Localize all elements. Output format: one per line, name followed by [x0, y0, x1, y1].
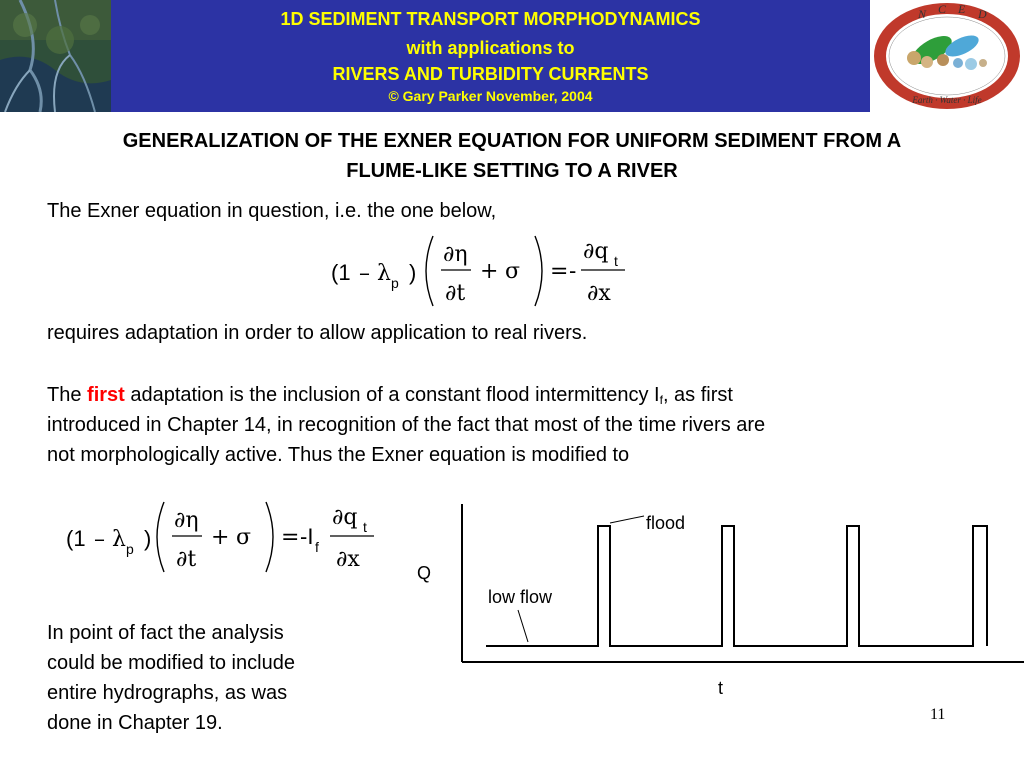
eq1-right-paren — [535, 236, 542, 306]
closing-line1: In point of fact the analysis — [47, 622, 284, 644]
title-band — [111, 0, 870, 112]
eq2-lhs-close: ) — [144, 526, 152, 551]
slide-heading — [10, 126, 1014, 186]
t-axis-label: t — [718, 678, 724, 698]
logo-motto: Earth · Water · Life — [912, 95, 982, 105]
eq1-d-x: ∂x — [587, 281, 611, 306]
eq1-lhs-open: (1 — [331, 260, 351, 285]
adaptation-line1 — [47, 380, 733, 410]
eq1-minus: – — [359, 261, 370, 286]
q-axis-label: Q — [417, 563, 432, 583]
course-subtitle: with applications to — [406, 38, 575, 58]
slide-heading-line1: GENERALIZATION OF THE EXNER EQUATION FOR UNIFORM SEDIMENT FROM A — [122, 130, 902, 152]
nced-logo — [870, 0, 1024, 112]
eq1-plus: + — [480, 259, 499, 284]
nced-logo-emblem — [870, 0, 1024, 112]
closing-line3: entire hydrographs, as was — [47, 682, 288, 704]
modified-exner-equation — [60, 494, 380, 580]
eq1-equals: = — [550, 259, 569, 284]
eq1-d-t: ∂t — [445, 281, 466, 306]
eq2-right-paren — [266, 502, 273, 572]
delta-satellite-image — [0, 0, 111, 112]
flood-pointer-line — [610, 516, 644, 523]
eq2-left-paren — [157, 502, 164, 572]
copyright-notice: © Gary Parker November, 2004 — [388, 88, 593, 104]
eq2-plus: + — [211, 525, 230, 550]
eq1-sigma: σ — [505, 259, 521, 284]
low-flow-label: low flow — [488, 587, 553, 607]
eq2-lambda: λ — [112, 527, 126, 552]
eq2-d-eta: ∂η — [174, 508, 199, 533]
eq2-neg-if: -I — [300, 524, 314, 549]
requires-text: requires adaptation in order to allow application to real rivers. — [47, 322, 588, 344]
hydrograph-pulse-line — [486, 526, 987, 646]
closing-line4: done in Chapter 19. — [47, 712, 223, 734]
logo-letter-e: E — [958, 2, 966, 16]
eq1-d-q: ∂q — [583, 239, 609, 264]
adaptation-line2: introduced in Chapter 14, in recognition of the fact that most of the time rivers are — [47, 414, 766, 436]
eq1-d-eta: ∂η — [443, 242, 468, 267]
first-emphasis: first — [87, 384, 125, 406]
eq2-if-sub: f — [315, 539, 319, 555]
eq1-lambda-sub: p — [391, 275, 399, 291]
eq1-neg: - — [569, 258, 577, 283]
low-flow-pointer-line — [518, 610, 528, 642]
eq2-sigma: σ — [236, 525, 252, 550]
slide-heading-line2: FLUME-LIKE SETTING TO A RIVER — [346, 160, 678, 182]
adaptation-line3: not morphologically active. Thus the Exner equation is modified to — [47, 444, 630, 466]
flood-label: flood — [646, 513, 686, 533]
adaptation-line1-pre: The — [47, 384, 88, 406]
eq2-minus: – — [94, 527, 105, 552]
eq2-lhs-open: (1 — [66, 526, 86, 551]
intermittency-subscript: f — [659, 393, 663, 407]
eq2-d-q: ∂q — [332, 505, 358, 530]
eq2-d-t: ∂t — [176, 547, 197, 572]
eq1-left-paren — [426, 236, 433, 306]
eq2-d-x: ∂x — [336, 547, 360, 572]
closing-line2: could be modified to include — [47, 652, 295, 674]
exner-equation — [325, 228, 645, 314]
adaptation-line1-end: , as first — [662, 384, 733, 406]
logo-letter-c: C — [938, 2, 947, 16]
intro-text: The Exner equation in question, i.e. the one below, — [47, 200, 497, 222]
course-title-part2: RIVERS AND TURBIDITY CURRENTS — [332, 64, 649, 84]
header-banner — [0, 0, 1024, 112]
logo-letter-n: N — [918, 7, 927, 21]
eq1-lhs-close: ) — [409, 260, 417, 285]
course-title: 1D SEDIMENT TRANSPORT MORPHODYNAMICS — [280, 9, 701, 29]
eq2-lambda-sub: p — [126, 541, 134, 557]
adaptation-line1-post: adaptation is the inclusion of a constant flood intermittency I — [124, 384, 660, 406]
slide-number: 11 — [930, 706, 946, 723]
eq2-equals: = — [281, 525, 300, 550]
eq1-lambda: λ — [377, 261, 391, 286]
eq2-q-sub: t — [363, 519, 367, 535]
eq1-q-sub: t — [614, 253, 618, 269]
logo-letter-d: D — [978, 7, 987, 21]
hydrograph-sketch — [400, 490, 1024, 710]
